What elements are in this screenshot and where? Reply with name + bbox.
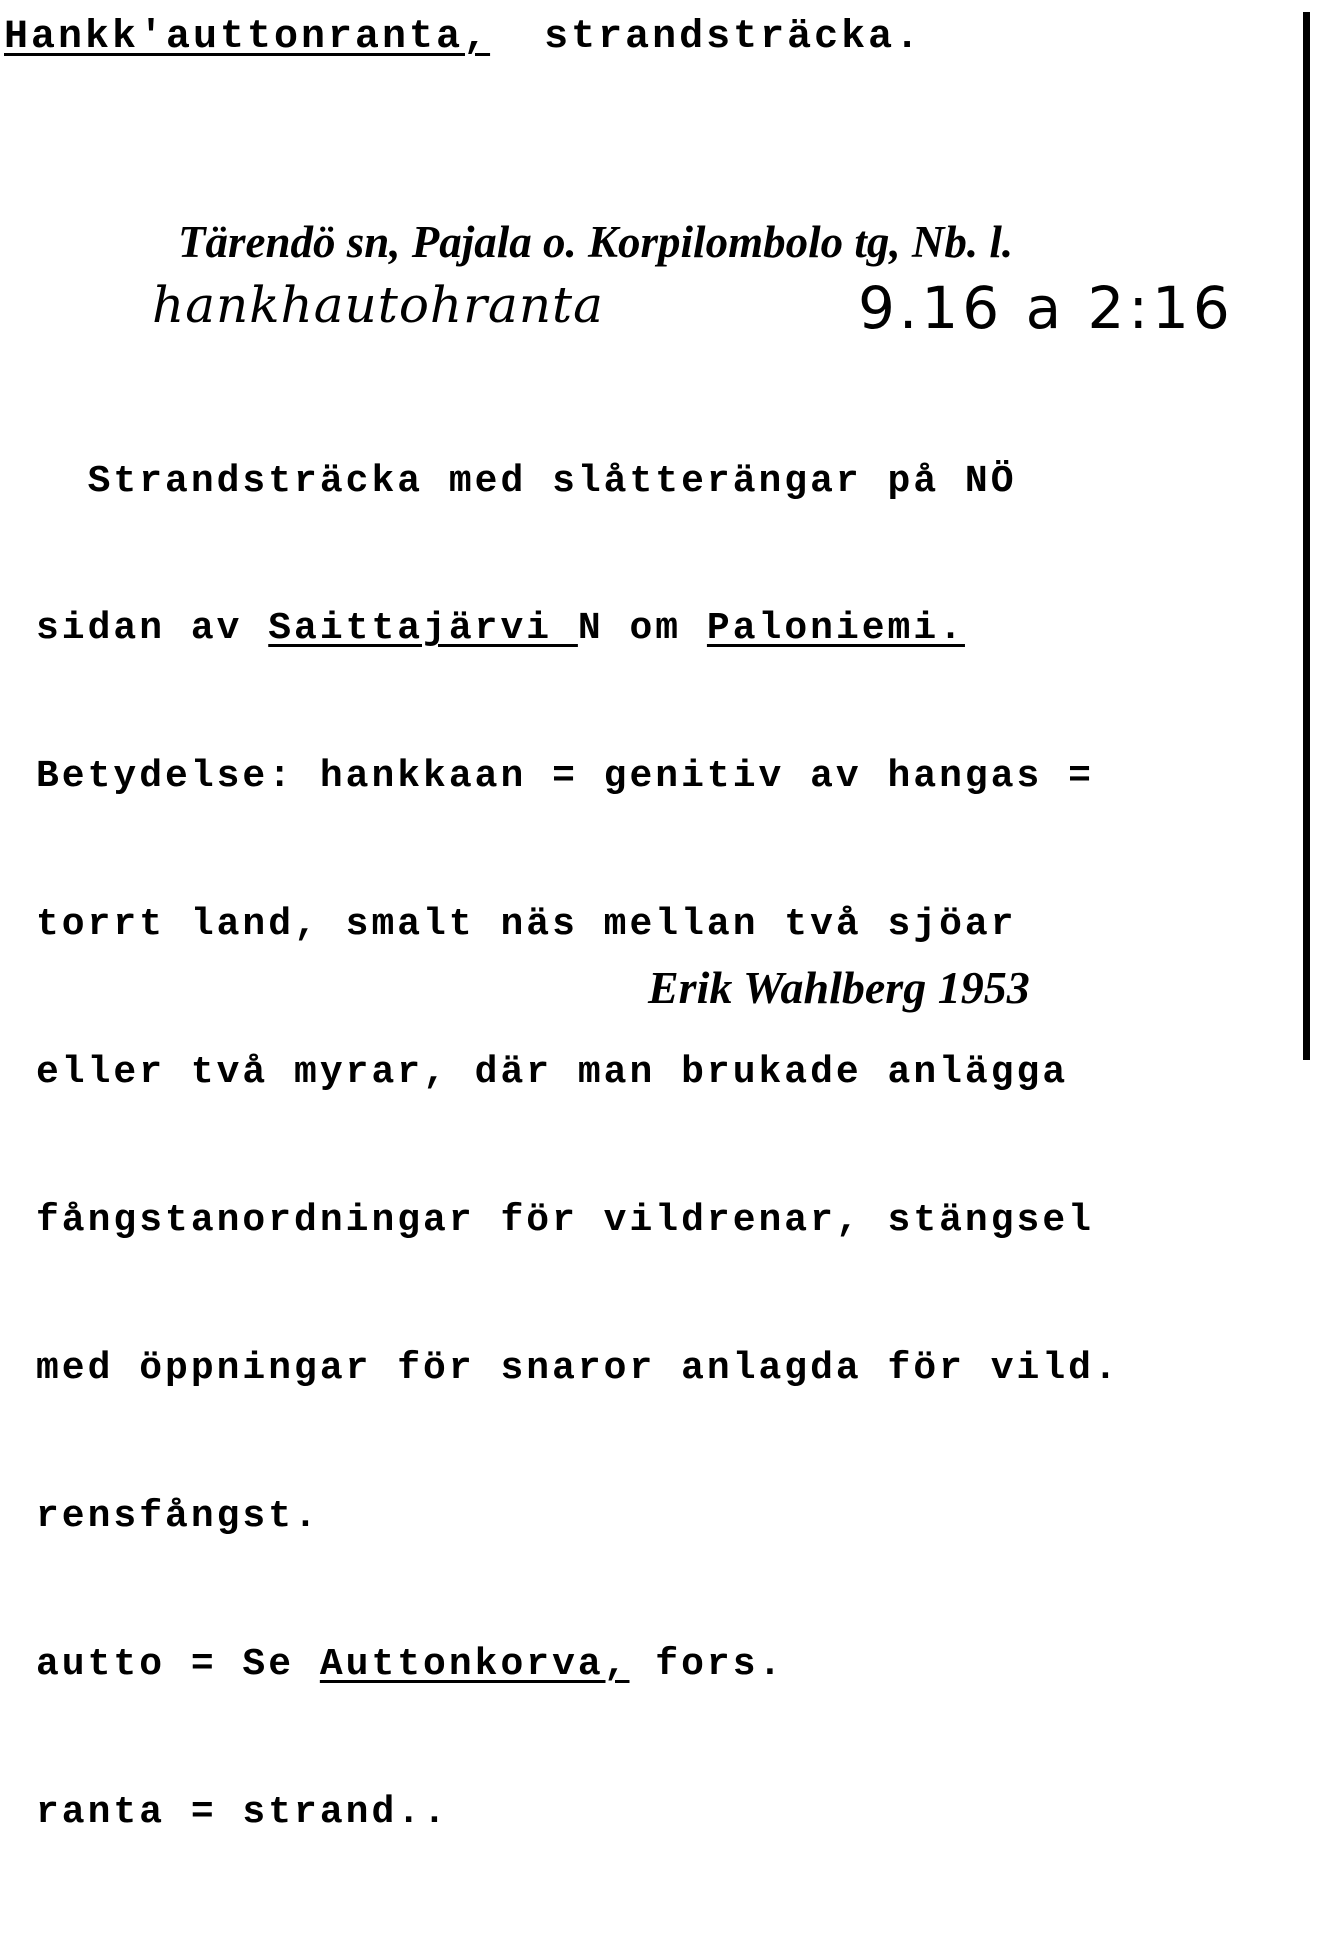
place-name: Paloniemi.: [706, 607, 965, 651]
location-stamp: Tärendö sn, Pajala o. Korpilombolo tg, Nb. l.: [178, 217, 1014, 267]
card-body: [36, 358, 1120, 1936]
card-edge-line: [1303, 12, 1310, 1060]
body-text: fors.: [629, 1642, 785, 1686]
headword: Hankk'auttonranta,: [4, 15, 491, 60]
handwritten-code: 9.16 a 2:16: [858, 274, 1234, 342]
place-name: Saittajärvi: [268, 607, 578, 651]
body-line: rensfångst.: [36, 1494, 320, 1538]
body-line: fångstanordningar för vildrenar, stängsel: [36, 1199, 1094, 1243]
body-text: sidan av: [36, 607, 269, 651]
body-line: Strandsträcka med slåtterängar på NÖ: [36, 459, 1017, 503]
signature: Erik Wahlberg 1953: [648, 962, 1030, 1013]
body-line: eller två myrar, där man brukade anlägga: [36, 1051, 1069, 1095]
body-line: Betydelse: hankkaan = genitiv av hangas =: [36, 755, 1094, 799]
handwritten-name: hankhautohranta: [152, 276, 604, 334]
body-line: [36, 604, 1120, 653]
card-header: [4, 14, 922, 62]
cross-reference: Auttonkorva,: [319, 1642, 630, 1686]
headword-gloss: strandsträcka.: [544, 15, 923, 60]
body-text: N om: [577, 607, 707, 651]
body-line: [36, 1640, 1120, 1689]
body-line: torrt land, smalt näs mellan två sjöar: [36, 903, 1017, 947]
body-line: med öppningar för snaror anlagda för vild.: [36, 1346, 1120, 1390]
body-text: autto = Se: [36, 1642, 320, 1686]
body-line: ranta = strand..: [36, 1790, 449, 1834]
